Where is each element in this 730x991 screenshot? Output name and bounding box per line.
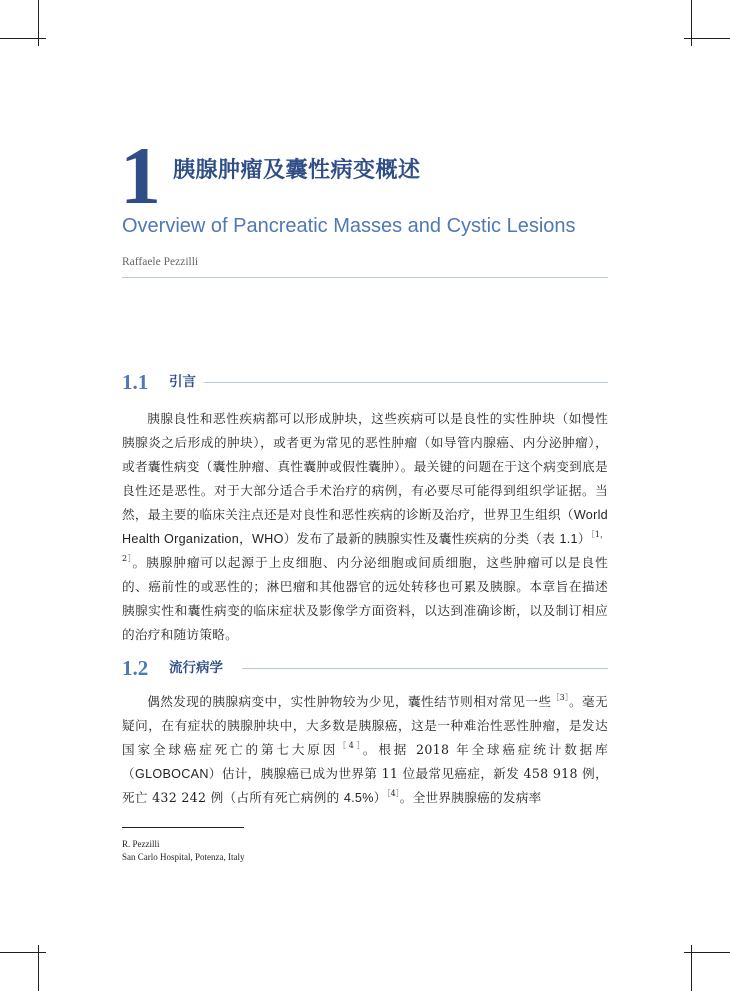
section-paragraph-introduction: 胰腺良性和恶性疾病都可以形成肿块，这些疾病可以是良性的实性肿块（如慢性胰腺炎之后形成的肿块），或者更为常见的恶性肿瘤（如导管内腺癌、内分泌肿瘤），或者囊性病变（囊性肿瘤、真性囊肿或假性囊肿）。最关键的问题在于这个病变到底是良性还是恶性。对于大部分适合手术治疗的病例，有必要尽可能得到组织学证据。当然，最主要的临床关注点还是对良性和恶性疾病的诊断及治疗，世界卫生组织（World Health Organization，WHO）发布了最新的胰腺实性及囊性疾病的分类（表 1.1）$^{[1,2]}$。胰腺肿瘤可以起源于上皮细胞、内分泌细胞或间质细胞，这些肿瘤可以是良性的、癌前性的或恶性的；淋巴瘤和其他器官的远处转移也可累及胰腺。本章旨在描述胰腺实性和囊性病变的临床症状及影像学方面资料，以达到准确诊断，以及制订相应的治疗和随访策略。: [122, 411, 608, 642]
section-divider: [204, 382, 608, 383]
citation-ref: ［4］: [338, 741, 363, 750]
crop-mark: [684, 952, 730, 953]
crop-mark: [691, 0, 692, 46]
section-number: 1.2: [122, 656, 149, 680]
chapter-title-zh: 胰腺肿瘤及囊性病变概述: [173, 157, 421, 183]
section-number: 1.1: [122, 370, 149, 394]
crop-mark: [38, 0, 39, 46]
section-title: 流行病学: [169, 660, 223, 676]
chapter-author: Raffaele Pezzilli: [122, 256, 199, 268]
section-heading-introduction: [122, 370, 608, 394]
section-paragraph-epidemiology: 偶然发现的胰腺病变中，实性肿物较为少见，囊性结节则相对常见一些$^{[3]}$。毫无疑问，在有症状的胰腺肿块中，大多数是胰腺癌，这是一种难治性恶性肿瘤，是发达国家全球癌症死亡的第七大原因$^{[4]}$。根据 2018 年全球癌症统计数据库（GLOBOCAN）估计，胰腺癌已成为世界第 11 位最常见癌症，新发 458 918 例，死亡 432 242 例（占所有死亡病例的 4.5%）$^{[4]}$。全世界胰腺癌的发病率: [122, 693, 609, 805]
section-title: 引言: [169, 374, 196, 390]
title-divider: [122, 277, 608, 278]
crop-mark: [684, 38, 730, 39]
chapter-title-en: Overview of Pancreatic Masses and Cystic Lesions: [122, 215, 576, 237]
footnote-affiliation: San Carlo Hospital, Potenza, Italy: [122, 852, 245, 862]
footnote-divider: [122, 827, 244, 828]
section-heading-epidemiology: [122, 656, 608, 680]
footnote-author: R. Pezzilli: [122, 839, 160, 849]
citation-ref: ［1，2］: [122, 530, 608, 563]
crop-mark: [0, 38, 46, 39]
chapter-number: 1: [120, 130, 161, 221]
citation-ref: ［3］: [551, 693, 570, 702]
section-divider: [242, 668, 608, 669]
citation-ref: ［4］: [386, 789, 400, 798]
crop-mark: [0, 952, 46, 953]
